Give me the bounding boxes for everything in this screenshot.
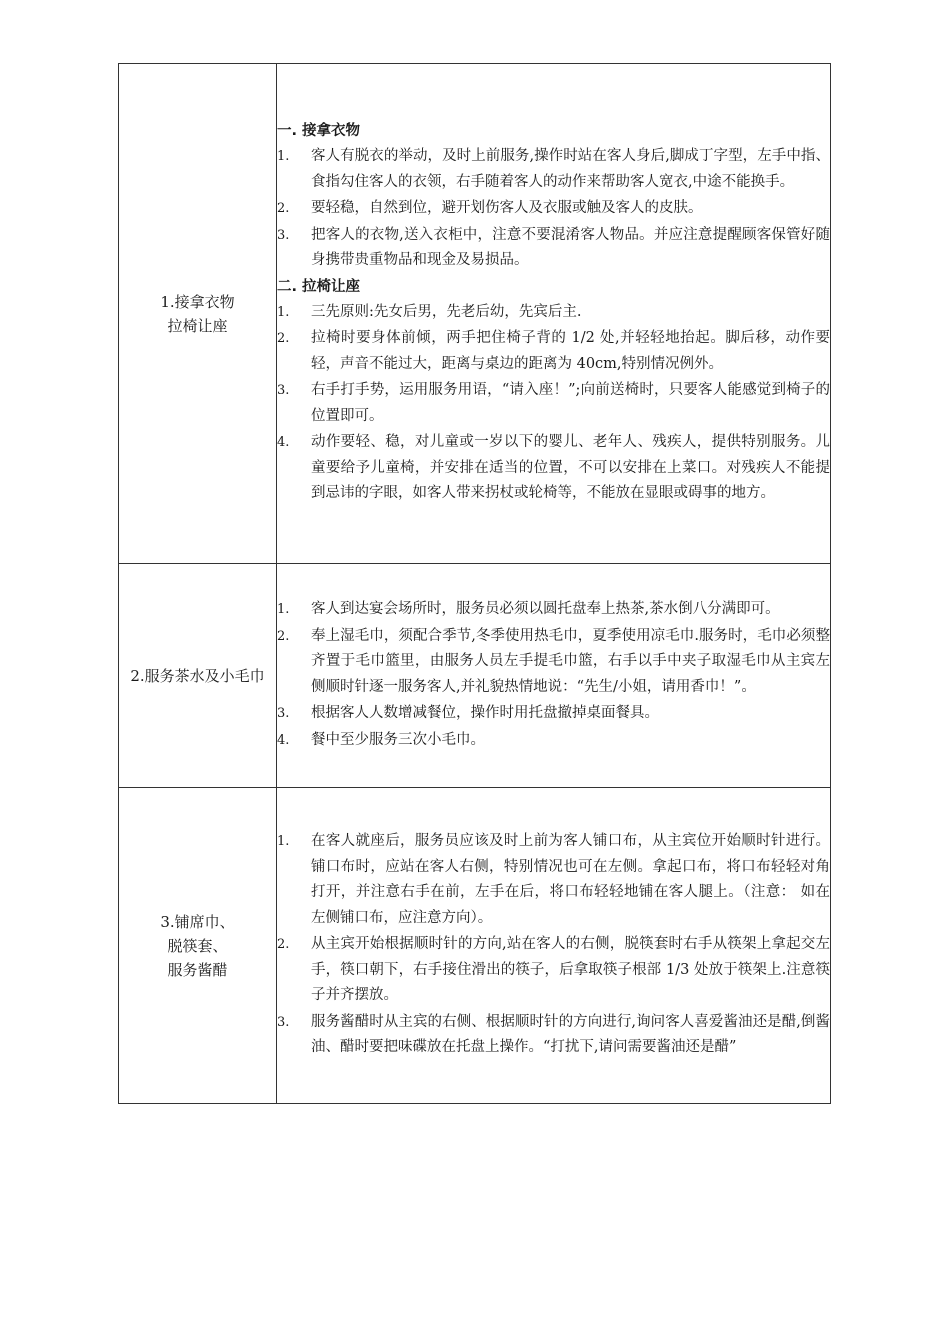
table-row	[119, 64, 831, 564]
list-item	[277, 378, 830, 429]
item-number: 3.	[277, 1014, 290, 1030]
item-text: 拉椅时要身体前倾，两手把住椅子背的 1/2 处,并轻轻地抬起。脚后移，动作要轻，声音不能过大，距离与桌边的距离为 40cm,特别情况例外。	[311, 330, 830, 372]
row-title-cell	[119, 64, 277, 564]
item-number: 1.	[277, 304, 290, 320]
item-text: 三先原则:先女后男，先老后幼，先宾后主.	[311, 303, 582, 320]
item-number: 3.	[277, 227, 290, 243]
table-row	[119, 564, 831, 788]
item-number: 4.	[277, 732, 290, 748]
item-text: 动作要轻、稳，对儿童或一岁以下的婴儿、老年人、残疾人，提供特别服务。儿童要给予儿童椅，并安排在适当的位置，不可以安排在上菜口。对残疾人不能提到忌讳的字眼，如客人带来拐杖或轮椅等，不能放在显眼或碍事的地方。	[311, 434, 830, 502]
list-item	[277, 624, 830, 701]
list-item	[277, 829, 830, 931]
row-title-line: 3.铺席巾、	[160, 912, 235, 931]
service-procedure-table	[118, 63, 831, 1104]
row-content-cell	[277, 564, 831, 788]
item-text: 右手打手势，运用服务用语，“请入座！”;向前送椅时，只要客人能感觉到椅子的位置即可。	[311, 382, 830, 424]
list-item	[277, 300, 830, 326]
list-item	[277, 932, 830, 1009]
row-title-line: 拉椅让座	[167, 316, 228, 335]
list-item	[277, 597, 830, 623]
table-row	[119, 788, 831, 1104]
row-title-line: 2.服务茶水及小毛巾	[130, 666, 265, 685]
item-text: 要轻稳，自然到位，避开划伤客人及衣服或触及客人的皮肤。	[311, 200, 703, 217]
row-title-cell	[119, 788, 277, 1104]
row-content-cell	[277, 64, 831, 564]
item-number: 2.	[277, 628, 290, 644]
item-number: 3.	[277, 706, 290, 721]
row-title-line: 1.接拿衣物	[160, 292, 235, 311]
item-number: 1.	[277, 834, 290, 850]
row-content-cell	[277, 788, 831, 1104]
list-item	[277, 223, 830, 274]
item-number: 3.	[277, 383, 290, 399]
item-text: 在客人就座后，服务员应该及时上前为客人铺口布，从主宾位开始顺时针进行。铺口布时，应站在客人右侧，特别情况也可在左侧。拿起口布，将口布轻轻对角打开，并注意右手在前，左手在后，将口布轻轻地铺在客人腿上。（注意： 如在左侧铺口布，应注意方向）。	[311, 833, 830, 926]
list-item	[277, 1010, 830, 1061]
item-text: 客人到达宴会场所时，服务员必须以圆托盘奉上热茶,茶水倒八分满即可。	[311, 601, 780, 617]
item-text: 从主宾开始根据顺时针的方向,站在客人的右侧，脱筷套时右手从筷架上拿起交左手，筷口朝下，右手接住滑出的筷子，后拿取筷子根部 1/3 处放于筷架上.注意筷子并齐摆放。	[311, 936, 830, 1004]
item-number: 4.	[277, 435, 290, 451]
item-text: 餐中至少服务三次小毛巾。	[311, 731, 485, 748]
list-item	[277, 701, 830, 727]
item-number: 1.	[277, 149, 290, 165]
section-heading: 一. 接拿衣物	[277, 123, 361, 140]
item-text: 奉上湿毛巾，须配合季节,冬季使用热毛巾，夏季使用凉毛巾.服务时，毛巾必须整齐置于毛巾篮里，由服务人员左手提毛巾篮，右手以手中夹子取湿毛巾从主宾左侧顺时针逐一服务客人,并礼貌热情地说：“先生/小姐，请用香巾！”。	[311, 627, 830, 695]
list-item	[277, 144, 830, 195]
item-number: 2.	[277, 937, 290, 953]
item-text: 把客人的衣物,送入衣柜中，注意不要混淆客人物品。并应注意提醒顾客保管好随身携带贵重物品和现金及易损品。	[311, 226, 830, 269]
item-number: 1.	[277, 602, 290, 617]
list-item	[277, 728, 830, 754]
section-heading: 二. 拉椅让座	[277, 278, 361, 295]
list-item	[277, 430, 830, 507]
row-title-line: 服务酱醋	[167, 960, 228, 979]
list-item	[277, 326, 830, 377]
row-title-line: 脱筷套、	[167, 936, 228, 955]
item-text: 服务酱醋时从主宾的右侧、根据顺时针的方向进行,询问客人喜爱酱油还是醋,倒酱油、醋时要把味碟放在托盘上操作。“打扰下,请问需要酱油还是醋”	[311, 1013, 830, 1056]
row-title-cell	[119, 564, 277, 788]
item-text: 客人有脱衣的举动，及时上前服务,操作时站在客人身后,脚成丁字型，左手中指、食指勾住客人的衣领，右手随着客人的动作来帮助客人宽衣,中途不能换手。	[311, 148, 830, 190]
item-number: 2.	[277, 201, 290, 217]
list-item	[277, 196, 830, 222]
item-text: 根据客人人数增减餐位，操作时用托盘撤掉桌面餐具。	[311, 705, 659, 721]
item-number: 2.	[277, 331, 290, 347]
